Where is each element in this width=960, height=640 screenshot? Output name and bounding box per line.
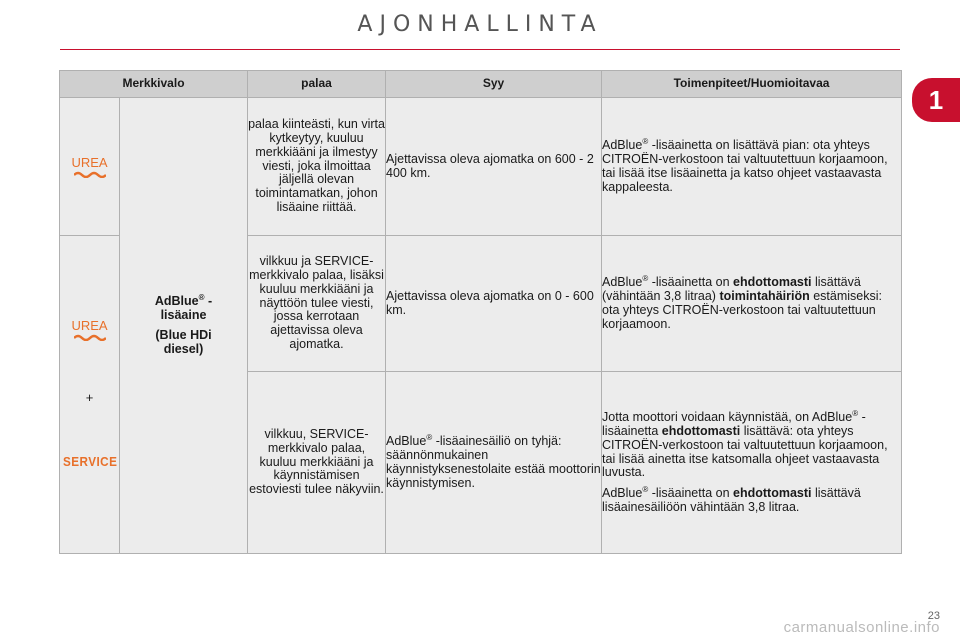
indicator-cell <box>60 236 120 554</box>
state-cell: palaa kiinteästi, kun virta kytkeytyy, kuuluu merkkiääni ja ilmestyy viesti, joka ilmoittaa jäljellä olevan toimintamatkan, johon lisäaine riittää. <box>248 98 386 236</box>
title-rule <box>60 49 900 50</box>
service-warning-icon: SERVICE <box>63 454 118 470</box>
header-actions: Toimenpiteet/Huomioitavaa <box>602 71 902 98</box>
page-number: 23 <box>927 610 940 622</box>
state-cell: vilkkuu ja SERVICE-merkkivalo palaa, lisäksi kuuluu merkkiääni ja näyttöön tulee viesti, jossa kerrotaan ajettavissa oleva ajomatka. <box>248 236 386 372</box>
chapter-tab[interactable]: 1 <box>912 78 960 122</box>
state-cell: vilkkuu, SERVICE-merkkivalo palaa, kuuluu merkkiääni ja käynnistämisen estoviesti tulee näkyviin. <box>248 372 386 554</box>
indicator-name-line2: lisäaine <box>160 308 207 323</box>
action-paragraph: Jotta moottori voidaan käynnistää, on AdBlue® -lisäainetta ehdottomasti lisättävä: ota yhteys CITROËN-verkostoon tai valtuutettuun korjaamoon, tai lisää ainetta itse katsomalla ohjeet vastaavasta luvusta. <box>602 409 888 480</box>
table-header-row <box>60 71 902 98</box>
header-indicator: Merkkivalo <box>60 71 248 98</box>
header-state: palaa <box>248 71 386 98</box>
indicator-name: AdBlue® - <box>154 293 213 309</box>
urea-wave-icon <box>74 171 106 178</box>
table-row <box>60 98 902 236</box>
plus-sign: + <box>85 389 94 405</box>
action-cell <box>602 372 902 554</box>
action-cell: AdBlue® -lisäainetta on lisättävä pian: ota yhteys CITROËN-verkostoon tai valtuutettuun korjaamoon, tai lisää itse lisäainetta ja katso ohjeet vastaavasta kappaleesta. <box>602 98 902 236</box>
indicator-name-line3: (Blue HDi <box>155 328 212 343</box>
cause-cell: Ajettavissa oleva ajomatka on 600 - 2 400 km. <box>386 98 602 236</box>
action-paragraph: AdBlue® -lisäainetta on ehdottomasti lisättävä lisäainesäiliöön vähintään 3,8 litraa. <box>602 485 861 515</box>
urea-warning-icon <box>71 319 107 341</box>
watermark[interactable]: carmanualsonline.info <box>783 619 940 636</box>
urea-icon-label: UREA <box>71 154 108 170</box>
cause-cell: Ajettavissa oleva ajomatka on 0 - 600 km. <box>386 236 602 372</box>
page-title: AJONHALLINTA <box>357 12 603 37</box>
header-cause: Syy <box>386 71 602 98</box>
cause-cell: AdBlue® -lisäainesäiliö on tyhjä: säännönmukainen käynnistyksenestolaite estää moottorin käynnistymisen. <box>386 372 602 554</box>
indicator-cell <box>60 98 120 236</box>
indicator-name-line4: diesel) <box>163 341 204 356</box>
action-cell: AdBlue® -lisäainetta on ehdottomasti lisättävä (vähintään 3,8 litraa) toimintahäiriön estämiseksi: ota yhteys CITROËN-verkostoon tai valtuutettuun korjaamoon. <box>602 236 902 372</box>
warning-light-table <box>59 70 902 554</box>
urea-warning-icon <box>71 156 107 178</box>
indicator-name-cell <box>120 98 248 554</box>
urea-icon-label: UREA <box>71 317 108 333</box>
urea-wave-icon <box>74 334 106 341</box>
